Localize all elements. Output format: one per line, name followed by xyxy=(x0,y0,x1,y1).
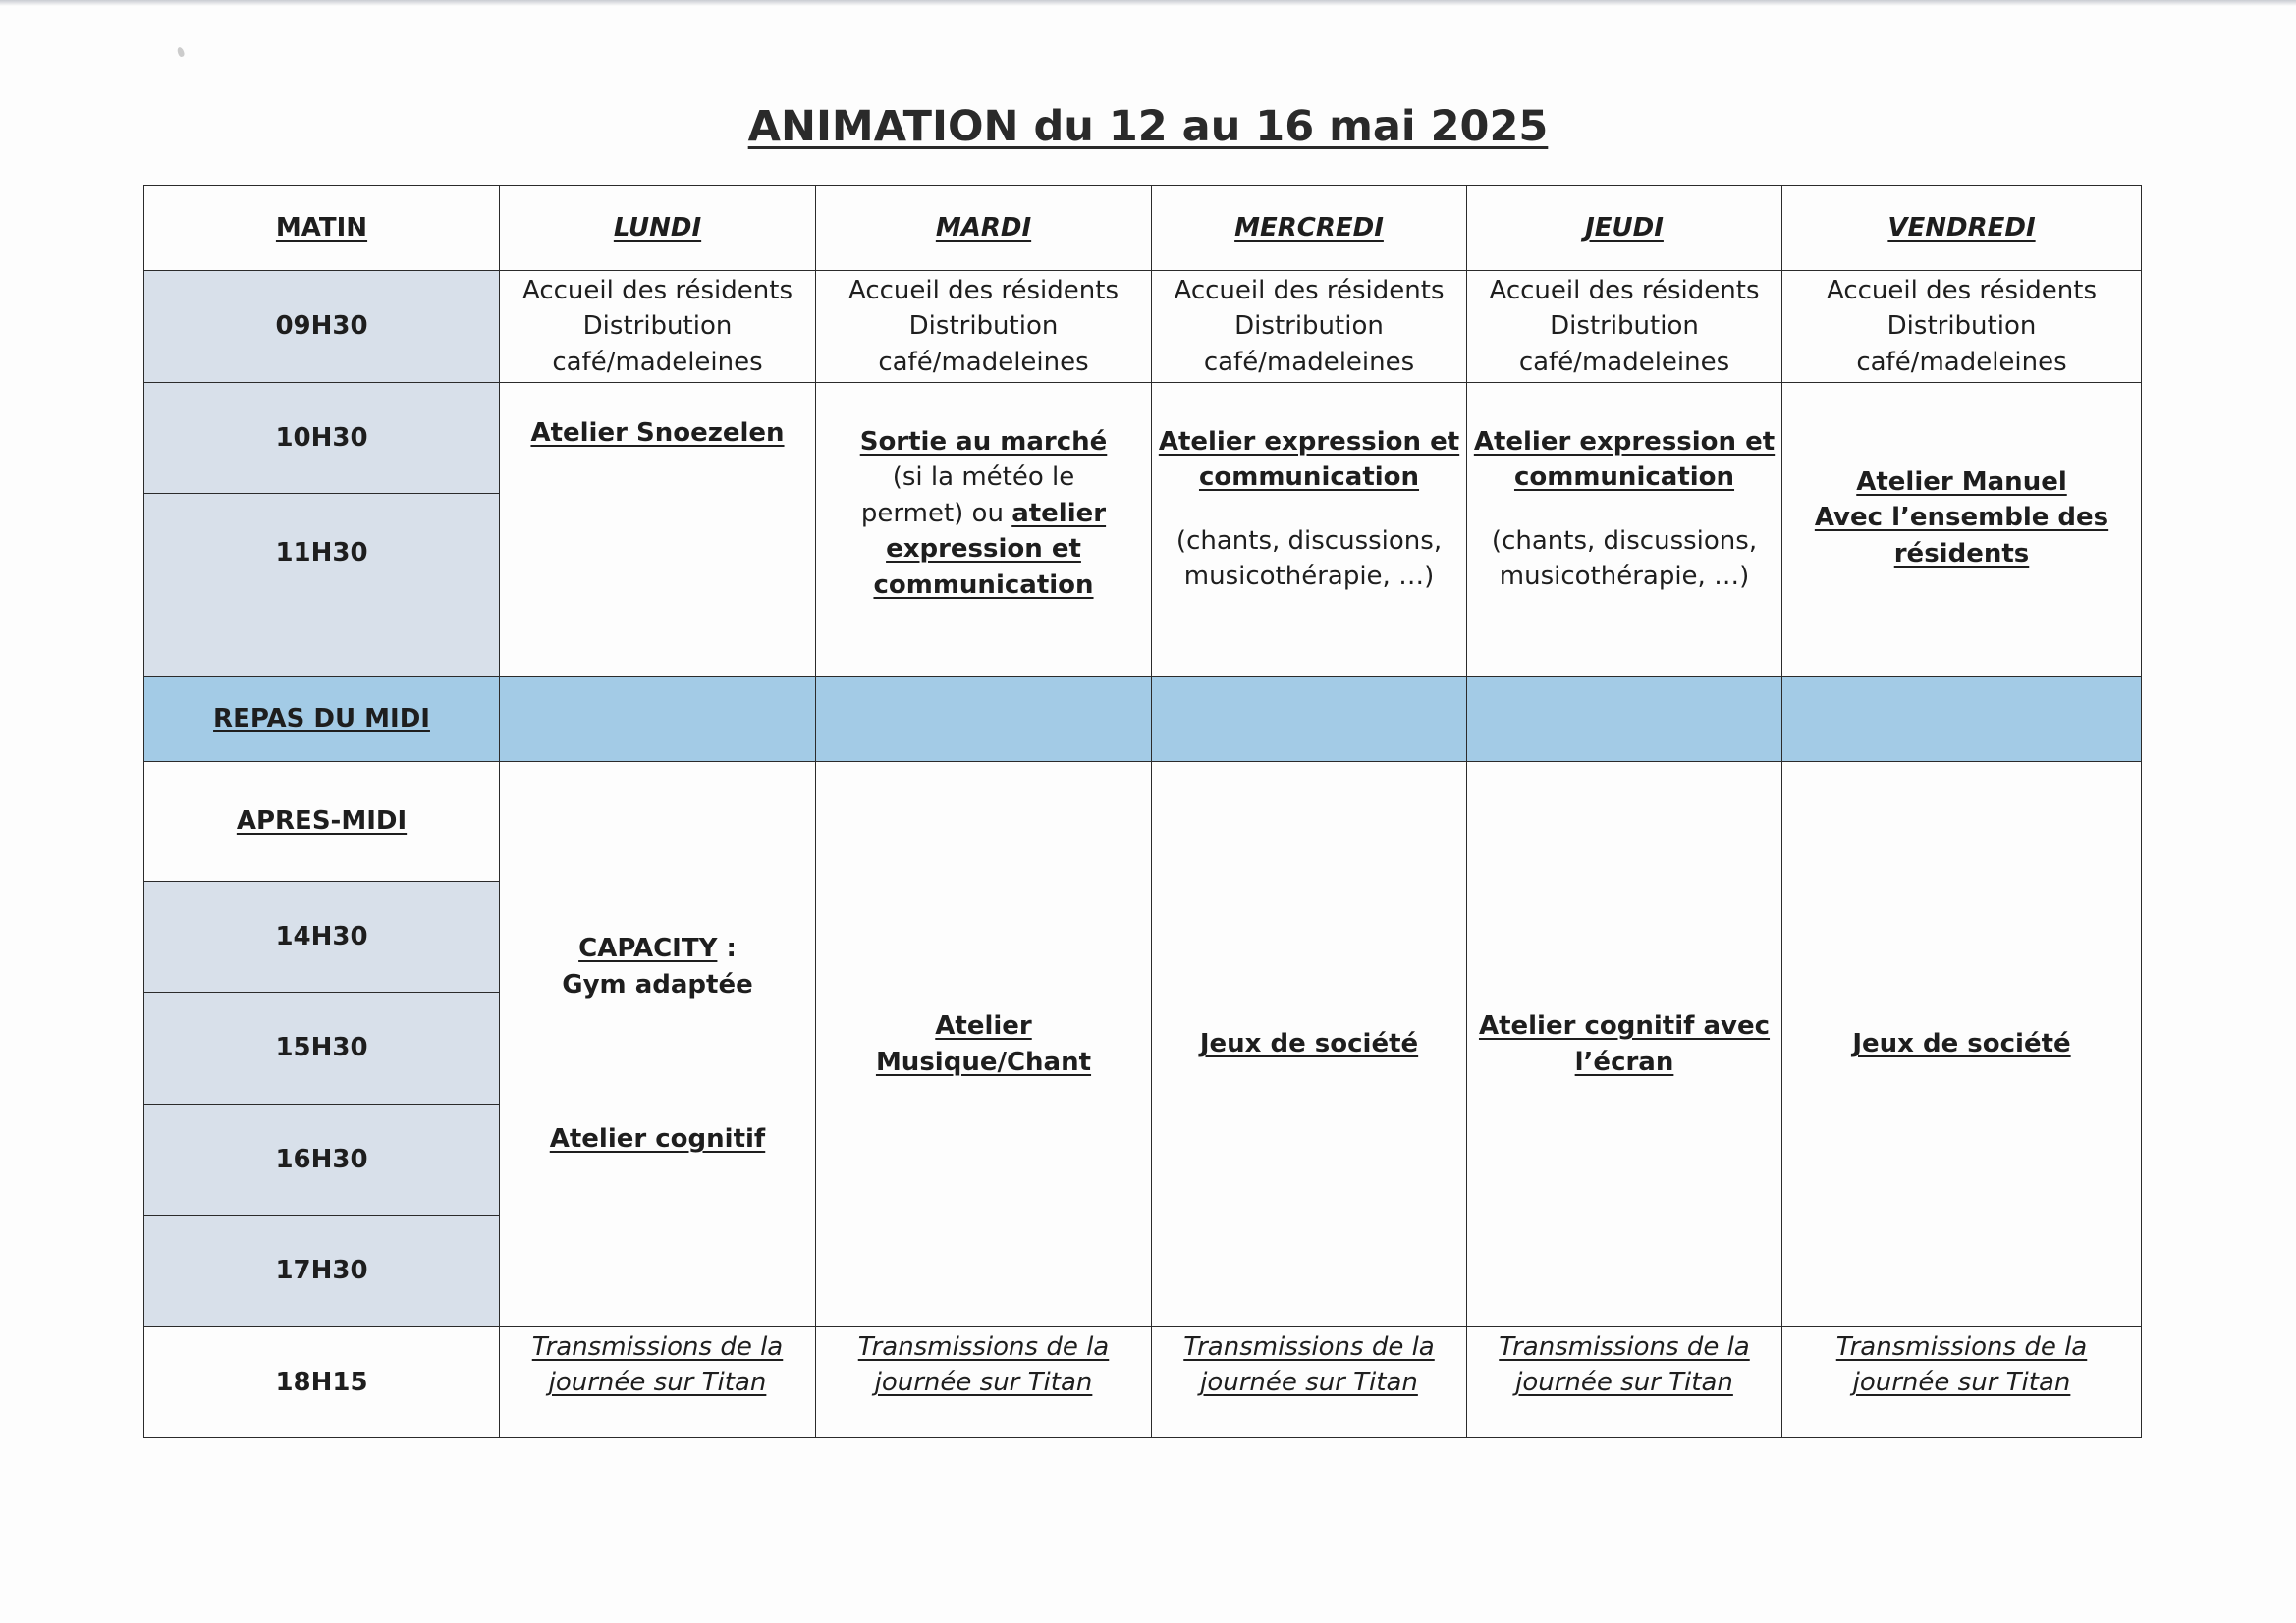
time-0930: 09H30 xyxy=(144,271,500,383)
morning-mercredi: Atelier expression et communication (chants, discussions, musicothérapie, …) xyxy=(1152,383,1467,677)
time-1430: 14H30 xyxy=(144,882,500,993)
afternoon-mercredi: Jeux de société xyxy=(1152,762,1467,1327)
evening-lundi: Transmissions de la journée sur Titan xyxy=(500,1327,816,1438)
time-1730: 17H30 xyxy=(144,1216,500,1327)
time-1530: 15H30 xyxy=(144,993,500,1105)
scan-speck xyxy=(176,46,185,57)
accueil-lundi: Accueil des résidents Distribution café/madeleines xyxy=(500,271,816,383)
accueil-mercredi: Accueil des résidents Distribution café/madeleines xyxy=(1152,271,1467,383)
lunch-cell-lundi xyxy=(500,677,816,762)
day-header-mardi: MARDI xyxy=(816,186,1152,271)
day-header-lundi: LUNDI xyxy=(500,186,816,271)
day-header-mercredi: MERCREDI xyxy=(1152,186,1467,271)
morning-vendredi: Atelier Manuel Avec l’ensemble des résidents xyxy=(1782,383,2142,677)
day-header-jeudi: JEUDI xyxy=(1467,186,1782,271)
evening-mercredi: Transmissions de la journée sur Titan xyxy=(1152,1327,1467,1438)
time-1130: 11H30 xyxy=(144,494,500,677)
afternoon-lundi: CAPACITY : Gym adaptée Atelier cognitif xyxy=(500,762,816,1327)
lunch-cell-jeudi xyxy=(1467,677,1782,762)
scan-edge xyxy=(0,0,2296,6)
time-1030: 10H30 xyxy=(144,383,500,494)
apres-midi-header: APRES-MIDI xyxy=(144,762,500,882)
row-1030 xyxy=(144,383,2142,494)
matin-header: MATIN xyxy=(144,186,500,271)
evening-vendredi: Transmissions de la journée sur Titan xyxy=(1782,1327,2142,1438)
afternoon-vendredi: Jeux de société xyxy=(1782,762,2142,1327)
morning-lundi: Atelier Snoezelen xyxy=(500,383,816,677)
evening-mardi: Transmissions de la journée sur Titan xyxy=(816,1327,1152,1438)
lunch-cell-vendredi xyxy=(1782,677,2142,762)
time-1630: 16H30 xyxy=(144,1105,500,1216)
schedule-table xyxy=(143,185,2142,1438)
afternoon-jeudi: Atelier cognitif avec l’écran xyxy=(1467,762,1782,1327)
row-1815 xyxy=(144,1327,2142,1438)
morning-jeudi: Atelier expression et communication (chants, discussions, musicothérapie, …) xyxy=(1467,383,1782,677)
evening-jeudi: Transmissions de la journée sur Titan xyxy=(1467,1327,1782,1438)
day-header-vendredi: VENDREDI xyxy=(1782,186,2142,271)
lunch-cell-mercredi xyxy=(1152,677,1467,762)
accueil-vendredi: Accueil des résidents Distribution café/madeleines xyxy=(1782,271,2142,383)
afternoon-mardi: Atelier Musique/Chant xyxy=(816,762,1152,1327)
time-1815: 18H15 xyxy=(144,1327,500,1438)
header-row xyxy=(144,186,2142,271)
row-lunch xyxy=(144,677,2142,762)
morning-mardi: Sortie au marché (si la météo le permet) ou atelier expression et communication xyxy=(816,383,1152,677)
page-title: ANIMATION du 12 au 16 mai 2025 xyxy=(747,102,1549,151)
lunch-cell-mardi xyxy=(816,677,1152,762)
accueil-mardi: Accueil des résidents Distribution café/madeleines xyxy=(816,271,1152,383)
row-0930 xyxy=(144,271,2142,383)
row-apres-midi xyxy=(144,762,2142,882)
lunch-label: REPAS DU MIDI xyxy=(144,677,500,762)
accueil-jeudi: Accueil des résidents Distribution café/madeleines xyxy=(1467,271,1782,383)
